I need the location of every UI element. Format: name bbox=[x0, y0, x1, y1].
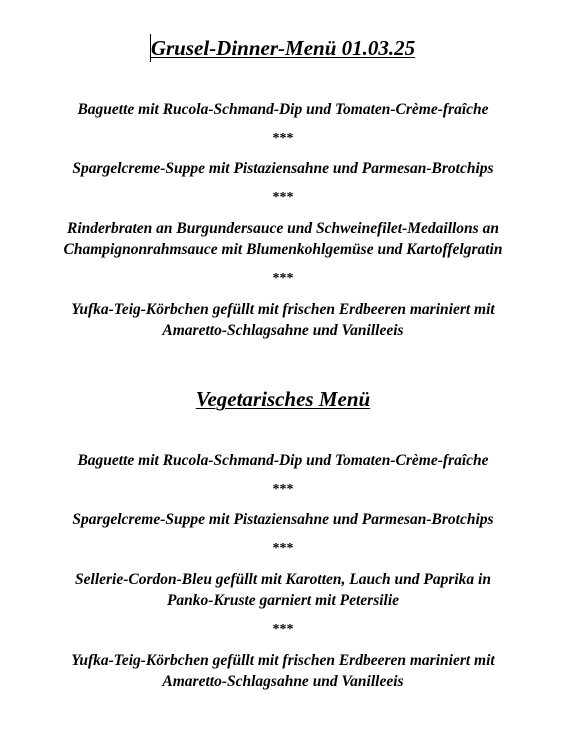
menu1-course3-line1: Rinderbraten an Burgundersauce und Schweinefilet-Medaillons an bbox=[67, 220, 499, 237]
menu2-separator-1: *** bbox=[272, 482, 294, 497]
menu1-course4-line1: Yufka-Teig-Körbchen gefüllt mit frischen Erdbeeren mariniert mit bbox=[71, 301, 495, 318]
menu1-course2: Spargelcreme-Suppe mit Pistaziensahne und Parmesan-Brotchips bbox=[72, 160, 494, 177]
menu2-course3-line2: Panko-Kruste garniert mit Petersilie bbox=[166, 592, 400, 609]
menu1-title: Grusel-Dinner-Menü 01.03.25 bbox=[150, 36, 416, 60]
menu2-separator-2: *** bbox=[272, 541, 294, 556]
menu2-course3-line1: Sellerie-Cordon-Bleu gefüllt mit Karotten, Lauch und Paprika in bbox=[75, 571, 491, 588]
menu2-course4-line2: Amaretto-Schlagsahne und Vanilleeis bbox=[162, 673, 404, 690]
menu2-separator-3: *** bbox=[272, 622, 294, 637]
menu1-separator-3: *** bbox=[272, 271, 294, 286]
menu2-course1: Baguette mit Rucola-Schmand-Dip und Tomaten-Crème-fraîche bbox=[77, 452, 489, 469]
menu1-course4-line2: Amaretto-Schlagsahne und Vanilleeis bbox=[162, 322, 404, 339]
menu1-course3-line2: Champignonrahmsauce mit Blumenkohlgemüse und Kartoffelgratin bbox=[63, 241, 503, 258]
menu1-separator-1: *** bbox=[272, 131, 294, 146]
menu1-separator-2: *** bbox=[272, 190, 294, 205]
menu2-course4-line1: Yufka-Teig-Körbchen gefüllt mit frischen Erdbeeren mariniert mit bbox=[71, 652, 495, 669]
menu2-title: Vegetarisches Menü bbox=[195, 387, 371, 411]
menu1-course1: Baguette mit Rucola-Schmand-Dip und Tomaten-Crème-fraîche bbox=[77, 101, 489, 118]
menu2-course2: Spargelcreme-Suppe mit Pistaziensahne und Parmesan-Brotchips bbox=[72, 511, 494, 528]
